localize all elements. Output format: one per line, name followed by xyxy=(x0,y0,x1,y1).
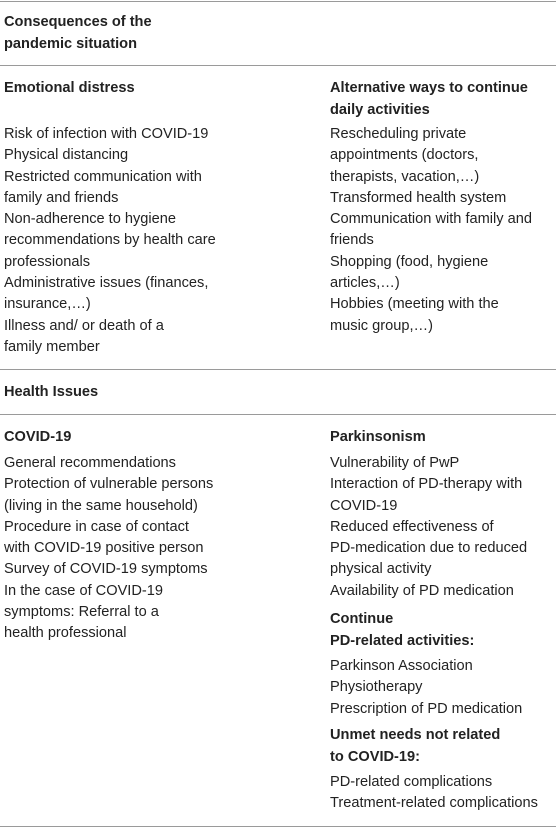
list-item: with COVID-19 positive person xyxy=(4,540,204,557)
bottom-rule xyxy=(0,826,556,827)
list-item: music group,…) xyxy=(330,317,433,334)
covid-list xyxy=(4,453,213,645)
parkinsonism-list xyxy=(330,453,527,602)
list-item: General recommendations xyxy=(4,455,176,471)
list-item: Hobbies (meeting with the xyxy=(330,296,499,313)
list-item: Communication with family and xyxy=(330,211,532,228)
emotional-distress-title: Emotional distress xyxy=(4,80,135,96)
list-item: insurance,…) xyxy=(4,296,91,313)
table-header-line1: Consequences of the xyxy=(4,14,152,30)
list-item: physical activity xyxy=(330,561,432,578)
list-item: Parkinson Association xyxy=(330,658,473,674)
list-item: Survey of COVID-19 symptoms xyxy=(4,561,208,578)
list-item: friends xyxy=(330,232,374,249)
list-item: appointments (doctors, xyxy=(330,147,479,164)
list-item: articles,…) xyxy=(330,275,400,292)
section2-rule xyxy=(0,414,556,415)
section1-rule xyxy=(0,369,556,370)
list-item: Availability of PD medication xyxy=(330,582,514,599)
emotional-distress-list xyxy=(4,124,216,358)
list-item: Prescription of PD medication xyxy=(330,700,523,717)
list-item: PD-related complications xyxy=(330,774,493,790)
list-item: Interaction of PD-therapy with xyxy=(330,476,523,493)
list-item: In the case of COVID-19 xyxy=(4,582,163,599)
unmet-needs-title-line1: Unmet needs not related xyxy=(330,727,501,743)
list-item: recommendations by health care xyxy=(4,232,216,249)
continue-pd-activities xyxy=(330,609,522,720)
list-item: Administrative issues (finances, xyxy=(4,275,209,292)
list-item: Vulnerability of PwP xyxy=(330,455,460,471)
unmet-needs-title-line2: to COVID-19: xyxy=(330,748,420,765)
list-item: family and friends xyxy=(4,189,119,206)
parkinsonism-title: Parkinsonism xyxy=(330,429,426,445)
list-item: Non-adherence to hygiene xyxy=(4,211,177,228)
list-item: Rescheduling private xyxy=(330,126,467,142)
list-item: Illness and/ or death of a xyxy=(4,317,164,334)
list-item: COVID-19 xyxy=(330,497,398,514)
list-item: Physical distancing xyxy=(4,147,129,164)
list-item: Restricted communication with xyxy=(4,168,202,185)
continue-pd-title-line1: Continue xyxy=(330,611,394,627)
list-item: Risk of infection with COVID-19 xyxy=(4,126,209,142)
health-issues-title: Health Issues xyxy=(4,384,99,400)
list-item: professionals xyxy=(4,253,90,270)
table-header xyxy=(4,11,152,55)
list-item: therapists, vacation,…) xyxy=(330,168,480,185)
list-item: Shopping (food, hygiene xyxy=(330,253,489,270)
header-rule xyxy=(0,65,556,66)
list-item: Procedure in case of contact xyxy=(4,518,189,535)
alternative-ways-title-line1: Alternative ways to continue xyxy=(330,80,528,96)
list-item: health professional xyxy=(4,625,127,642)
top-rule xyxy=(0,1,556,2)
list-item: Protection of vulnerable persons xyxy=(4,476,214,493)
alternative-ways-title-line2: daily activities xyxy=(330,102,430,118)
list-item: Transformed health system xyxy=(330,189,507,206)
list-item: Treatment-related complications xyxy=(330,795,538,812)
alternative-ways-title xyxy=(330,77,528,121)
table-header-line2: pandemic situation xyxy=(4,36,137,52)
list-item: symptoms: Referral to a xyxy=(4,604,159,621)
list-item: Physiotherapy xyxy=(330,679,423,696)
unmet-needs xyxy=(330,725,538,815)
list-item: (living in the same household) xyxy=(4,497,198,514)
alternative-ways-list xyxy=(330,124,532,337)
covid-title: COVID-19 xyxy=(4,429,72,445)
continue-pd-title-line2: PD-related activities: xyxy=(330,632,475,649)
list-item: Reduced effectiveness of xyxy=(330,518,494,535)
list-item: family member xyxy=(4,338,100,355)
list-item: PD-medication due to reduced xyxy=(330,540,528,557)
